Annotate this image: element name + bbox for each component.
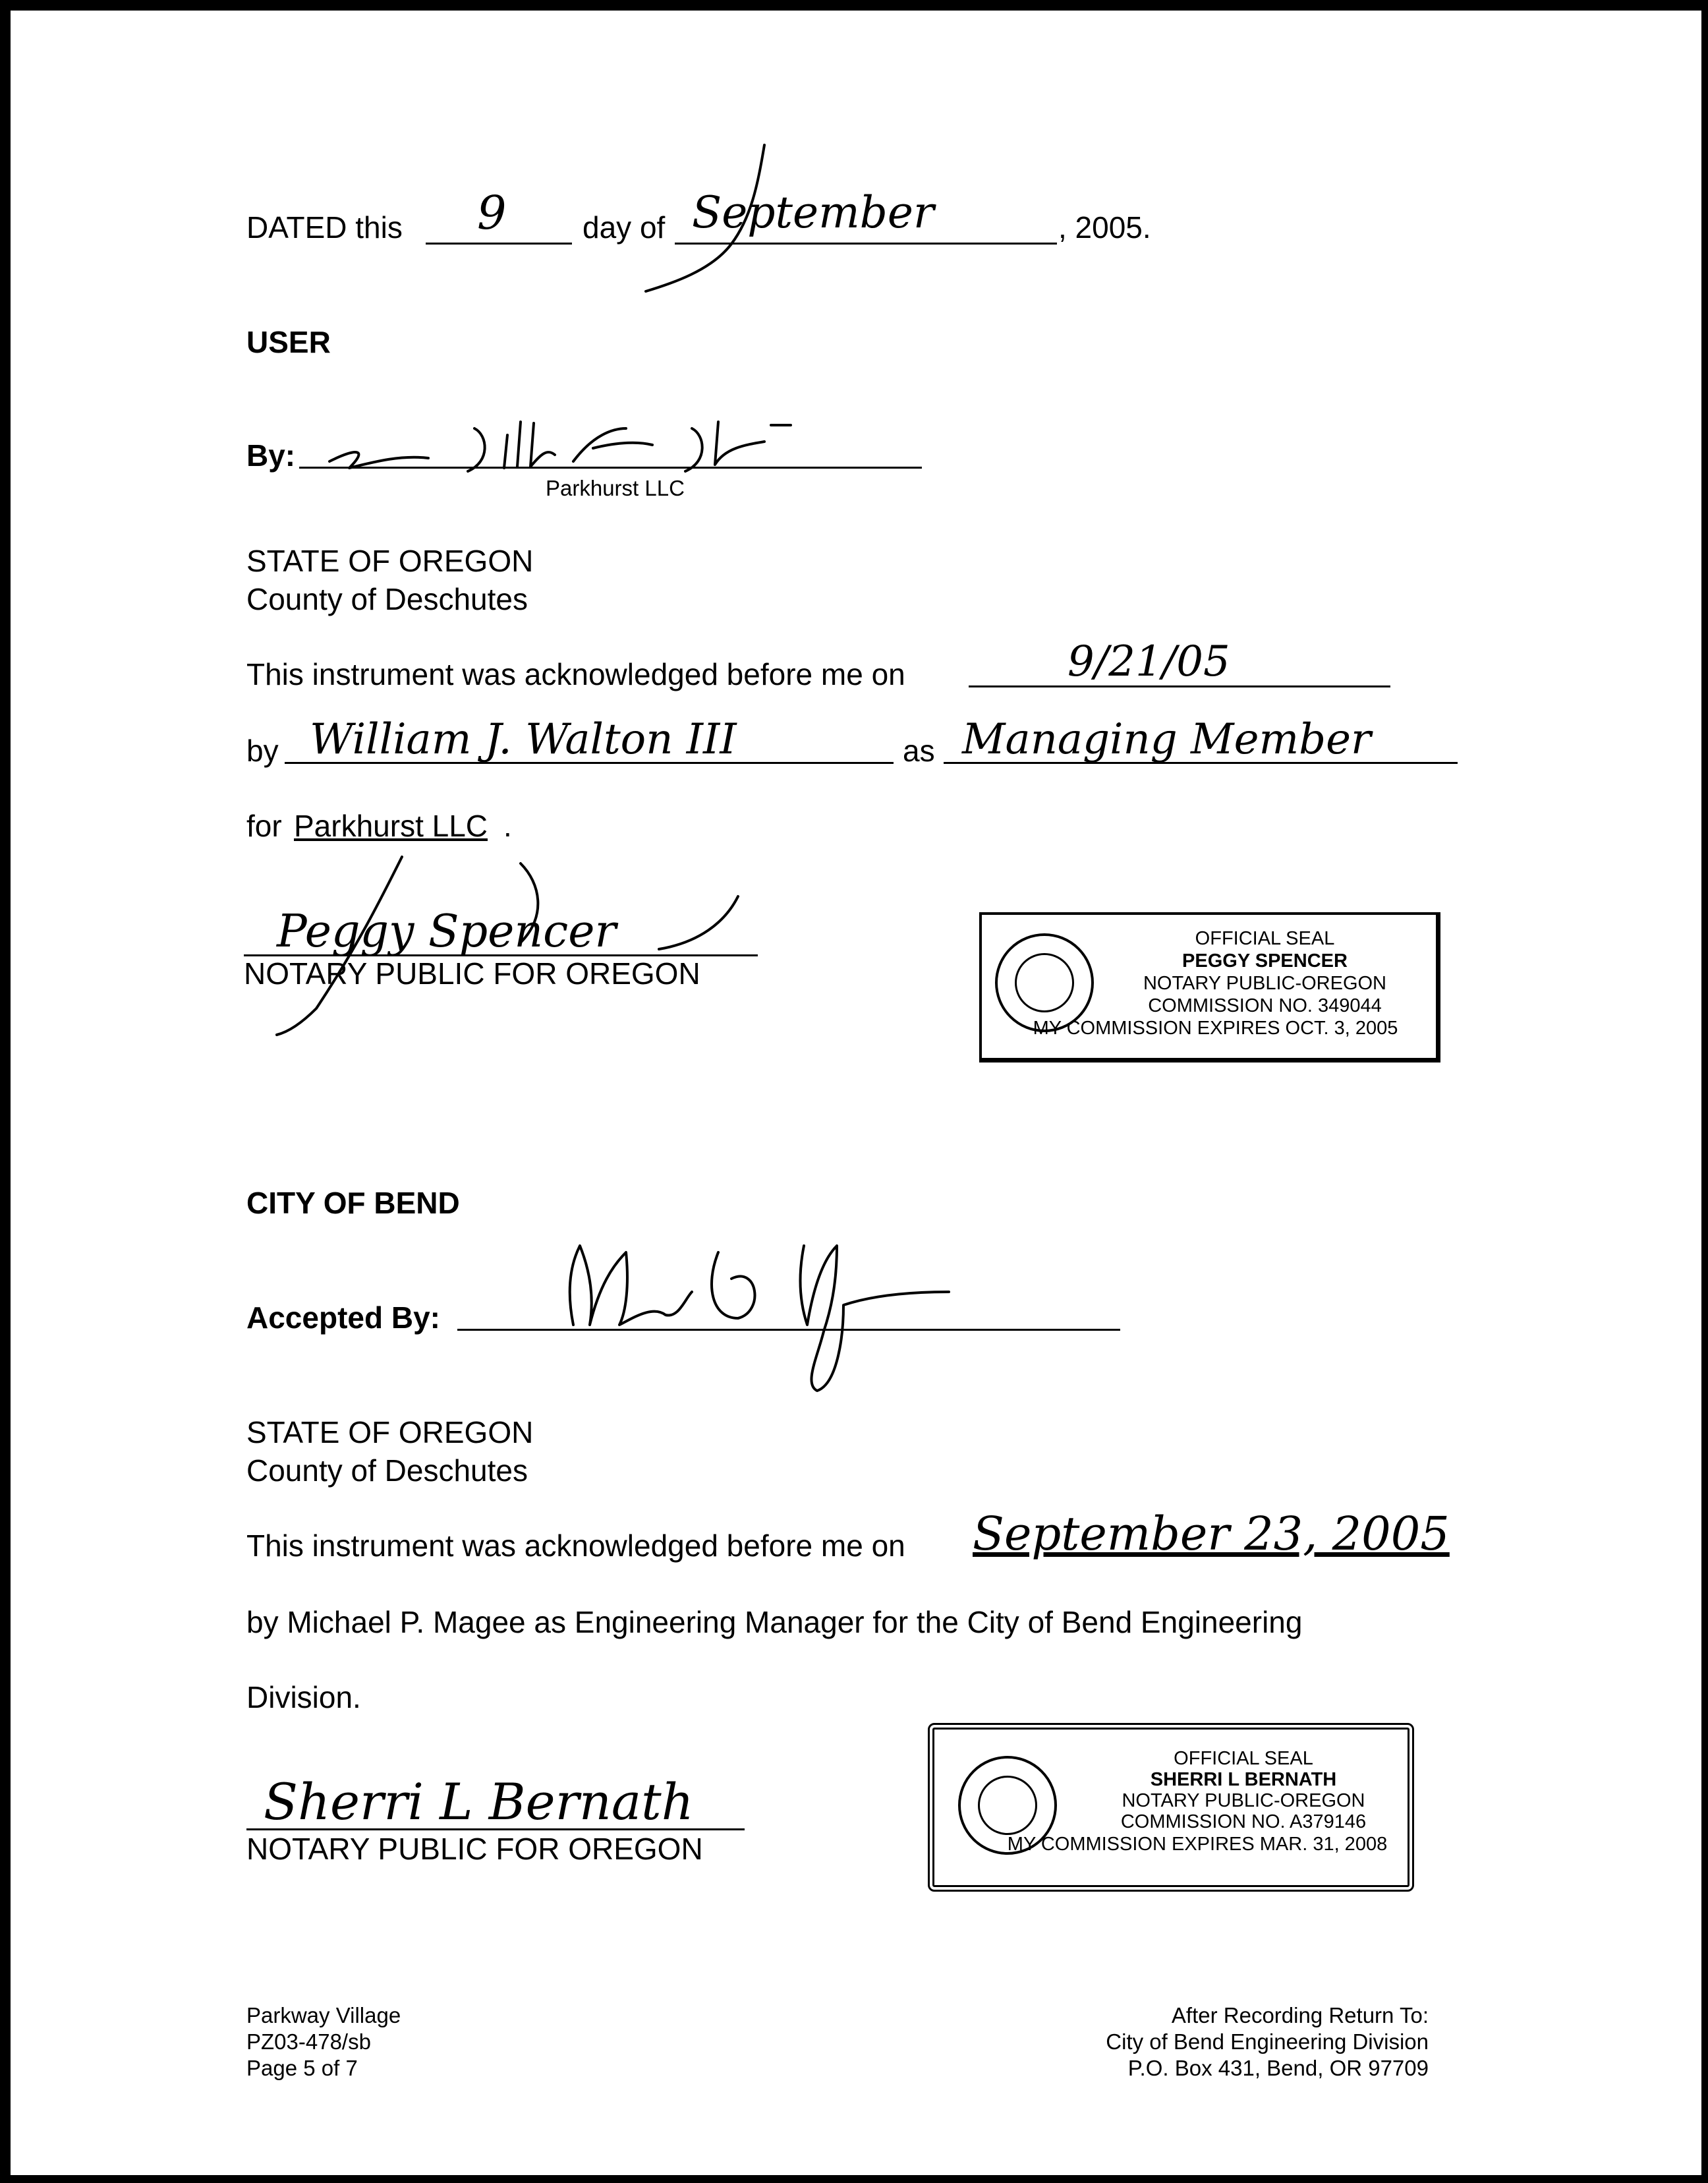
notary1-signature-flourish	[237, 844, 778, 1041]
ack1-for-suffix: .	[503, 809, 512, 843]
footer-file-number: PZ03-478/sb	[246, 2029, 371, 2054]
footer-left	[246, 2002, 401, 2081]
ack1-date-value: 9/21/05	[1068, 637, 1230, 686]
footer-return-to: After Recording Return To:	[1171, 2003, 1429, 2027]
user-by-label: By:	[246, 438, 296, 473]
city-signature	[554, 1226, 988, 1397]
city-heading: CITY OF BEND	[246, 1186, 460, 1220]
seal1-line1: OFFICIAL SEAL	[1195, 928, 1335, 949]
dated-suffix: , 2005.	[1058, 210, 1151, 245]
official-seal-peggy-spencer	[979, 912, 1440, 1062]
footer-page-number: Page 5 of 7	[246, 2056, 358, 2080]
notary2-signature: Sherri L Bernath	[264, 1772, 694, 1831]
seal2-line1: OFFICIAL SEAL	[1174, 1748, 1313, 1769]
notary1-signature: Peggy Spencer	[277, 906, 617, 958]
seal2-line3: NOTARY PUBLIC-OREGON	[1122, 1790, 1365, 1811]
footer-project: Parkway Village	[246, 2003, 401, 2027]
seal2-line2: SHERRI L BERNATH	[1150, 1769, 1337, 1790]
user-heading: USER	[246, 325, 331, 359]
footer-return-address: P.O. Box 431, Bend, OR 97709	[1127, 2056, 1429, 2080]
ack2-instrument-text: This instrument was acknowledged before me on	[246, 1528, 905, 1563]
ack1-as-label: as	[903, 734, 935, 768]
day-value: 9	[477, 186, 507, 240]
ack1-county: County of Deschutes	[246, 582, 528, 616]
seal2-line4: COMMISSION NO. A379146	[1120, 1811, 1367, 1832]
ack1-for-value: Parkhurst LLC	[294, 809, 488, 843]
day-blank-line	[426, 243, 572, 245]
ack1-instrument-text: This instrument was acknowledged before me on	[246, 657, 905, 691]
ack2-by-line2: Division.	[246, 1680, 361, 1714]
seal1-line4: COMMISSION NO. 349044	[1148, 995, 1382, 1016]
dated-prefix: DATED this	[246, 210, 403, 245]
official-seal-sherri-bernath	[928, 1723, 1414, 1892]
month-signature-flourish	[633, 138, 804, 297]
seal1-line2: PEGGY SPENCER	[1182, 950, 1348, 972]
ack2-state: STATE OF OREGON	[246, 1415, 534, 1449]
seal1-line5: MY COMMISSION EXPIRES OCT. 3, 2005	[1033, 1018, 1398, 1039]
ack1-for-label: for	[246, 809, 282, 843]
ack1-by-value: William J. Walton III	[310, 715, 737, 764]
month-value: September	[692, 187, 934, 238]
seal2-line5: MY COMMISSION EXPIRES MAR. 31, 2008	[1007, 1834, 1388, 1855]
footer-right	[1106, 2002, 1429, 2081]
dated-day-word: day of	[583, 210, 666, 245]
notary1-caption: NOTARY PUBLIC FOR OREGON	[244, 956, 700, 991]
ack2-date-value: September 23, 2005	[973, 1507, 1450, 1561]
city-accepted-label: Accepted By:	[246, 1300, 440, 1335]
ack1-by-label: by	[246, 734, 279, 768]
seal1-line3: NOTARY PUBLIC-OREGON	[1143, 973, 1386, 994]
notary2-caption: NOTARY PUBLIC FOR OREGON	[246, 1832, 703, 1866]
footer-return-name: City of Bend Engineering Division	[1106, 2029, 1429, 2054]
ack2-county: County of Deschutes	[246, 1453, 528, 1488]
ack2-by-line: by Michael P. Magee as Engineering Manager for the City of Bend Engineering	[246, 1605, 1303, 1639]
ack1-state: STATE OF OREGON	[246, 544, 534, 578]
user-signer-entity: Parkhurst LLC	[546, 476, 685, 500]
user-signature	[310, 409, 824, 481]
ack1-as-value: Managing Member	[962, 715, 1371, 764]
